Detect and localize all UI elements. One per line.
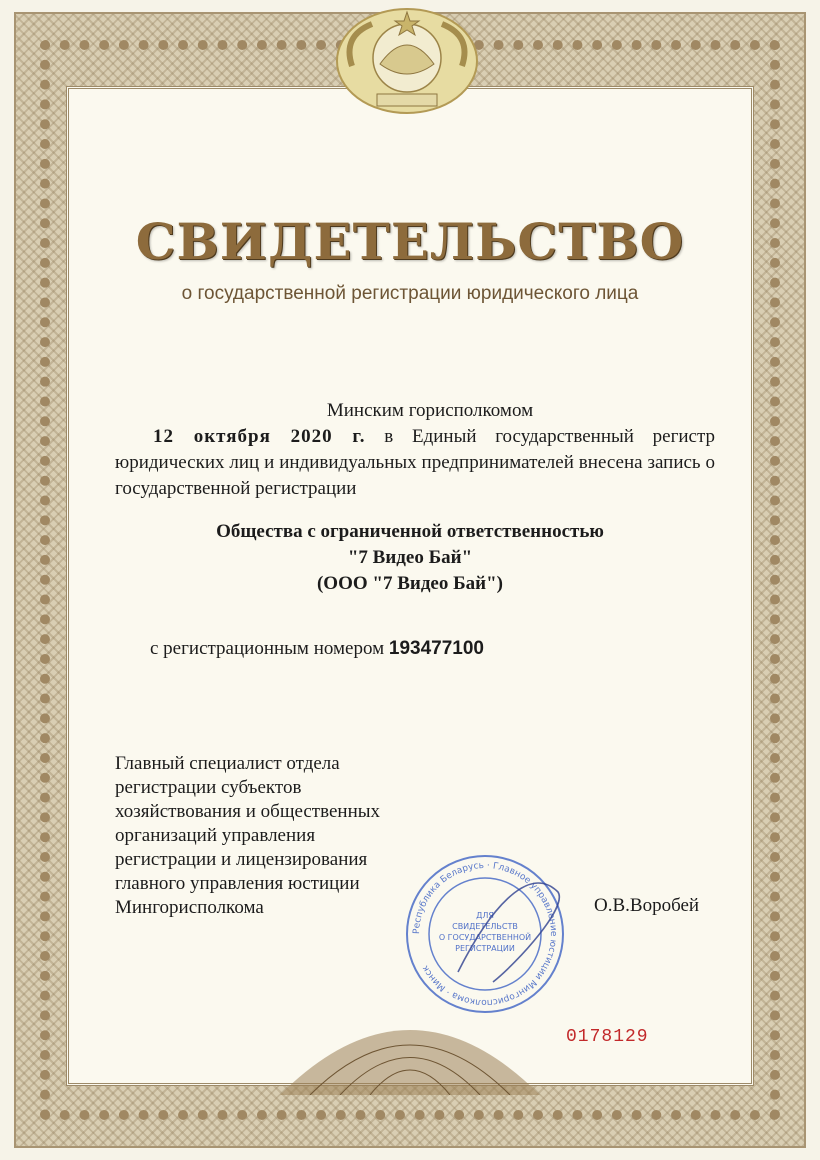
- signatory-title: [115, 752, 445, 920]
- registration-paragraph: [115, 424, 715, 502]
- signatory-line: хозяйствования и общественных: [115, 801, 380, 822]
- signatory-line: Главный специалист отдела: [115, 753, 340, 774]
- org-line-3: (ООО "7 Видео Бай"): [316, 573, 503, 594]
- certificate-title: СВИДЕТЕЛЬСТВО: [135, 212, 685, 271]
- stamp-center-line: О ГОСУДАРСТВЕННОЙ: [438, 933, 532, 942]
- signer-name: О.В.Воробей: [594, 895, 700, 916]
- certificate-subtitle: о государственной регистрации юридического лица: [181, 283, 639, 304]
- registration-number-line: [150, 636, 484, 662]
- signatory-line: Мингорисполкома: [115, 897, 264, 918]
- signatory-line: регистрации субъектов: [115, 777, 302, 798]
- stamp-center-line: РЕГИСТРАЦИИ: [455, 944, 515, 953]
- official-stamp-icon: [398, 852, 573, 1017]
- organization-name: [0, 519, 820, 597]
- signatory-line: главного управления юстиции: [115, 873, 360, 894]
- stamp-center-line: СВИДЕТЕЛЬСТВ: [452, 922, 518, 931]
- state-emblem-icon: [332, 6, 482, 116]
- reg-number-value: 193477100: [388, 638, 484, 659]
- reg-number-label: с регистрационным номером: [150, 638, 389, 659]
- stamp-ring-text: Республика Беларусь · Главное управление юстиции Мингорисполкома · Минск: [411, 860, 559, 1008]
- registration-date: 12 октября 2020 г.: [153, 426, 366, 447]
- signatory-line: организаций управления: [115, 825, 316, 846]
- org-line-2: "7 Видео Бай": [347, 547, 473, 568]
- org-line-1: Общества с ограниченной ответственностью: [216, 521, 604, 542]
- serial-number: 0178129: [566, 1027, 649, 1047]
- signatory-line: регистрации и лицензирования: [115, 849, 368, 870]
- issuer-line: Минским горисполкомом: [326, 400, 534, 421]
- stamp-center-line: ДЛЯ: [476, 911, 494, 920]
- registration-text: в Единый государственный регистр юридических лиц и индивидуальных предпринимателей внесена запись о государственной регистрации: [115, 426, 716, 499]
